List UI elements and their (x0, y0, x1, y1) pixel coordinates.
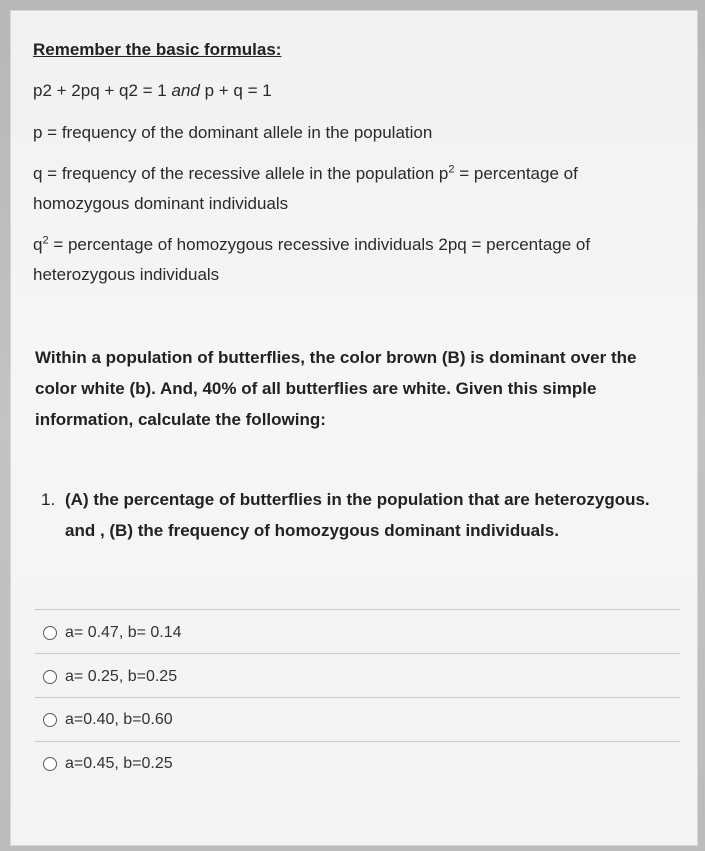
answer-option-label: a=0.45, b=0.25 (65, 755, 173, 772)
answer-option[interactable] (43, 620, 182, 646)
radio-button-icon[interactable] (43, 757, 57, 771)
answer-option-label: a= 0.47, b= 0.14 (65, 624, 182, 641)
problem-statement: Within a population of butterflies, the color brown (B) is dominant over the color white (b). And, 40% of all butterflies are white. Given this simple information, calculate the following: (35, 348, 637, 429)
answer-option-label: a=0.40, b=0.60 (65, 711, 173, 728)
formula-and: and (171, 81, 200, 100)
q-definition-sup: 2 (448, 163, 455, 176)
question-number: 1. (41, 490, 56, 509)
q2-definition (33, 230, 663, 290)
formula-part2: p + q = 1 (199, 81, 272, 100)
q-definition-suffix: = percentage of homozygous dominant individuals (33, 164, 578, 213)
quiz-page (10, 10, 698, 846)
answer-option[interactable] (43, 707, 173, 733)
q2-definition-suffix: = percentage of homozygous recessive individuals 2pq = percentage of heterozygous individuals (33, 235, 591, 284)
question-text: (A) the percentage of butterflies in the population that are heterozygous. and , (B) the frequency of homozygous dominant individuals. (65, 490, 650, 540)
answer-option[interactable] (43, 751, 173, 777)
p-definition: p = frequency of the dominant allele in the population (33, 123, 433, 142)
divider (35, 609, 680, 610)
radio-button-icon[interactable] (43, 670, 57, 684)
formula-part1: p2 + 2pq + q2 = 1 (33, 81, 172, 100)
q-definition (33, 159, 663, 219)
radio-button-icon[interactable] (43, 713, 57, 727)
answer-option-label: a= 0.25, b=0.25 (65, 668, 178, 685)
formulas-heading: Remember the basic formulas: (33, 40, 282, 59)
divider (35, 653, 680, 654)
q2-definition-prefix: q (33, 235, 43, 254)
divider (35, 697, 680, 698)
divider (35, 741, 680, 742)
radio-button-icon[interactable] (43, 626, 57, 640)
answer-option[interactable] (43, 664, 177, 690)
q2-definition-sup: 2 (42, 234, 49, 247)
formula-line (33, 76, 272, 106)
question-1 (41, 484, 681, 546)
q-definition-prefix: q = frequency of the recessive allele in the population p (33, 164, 449, 183)
